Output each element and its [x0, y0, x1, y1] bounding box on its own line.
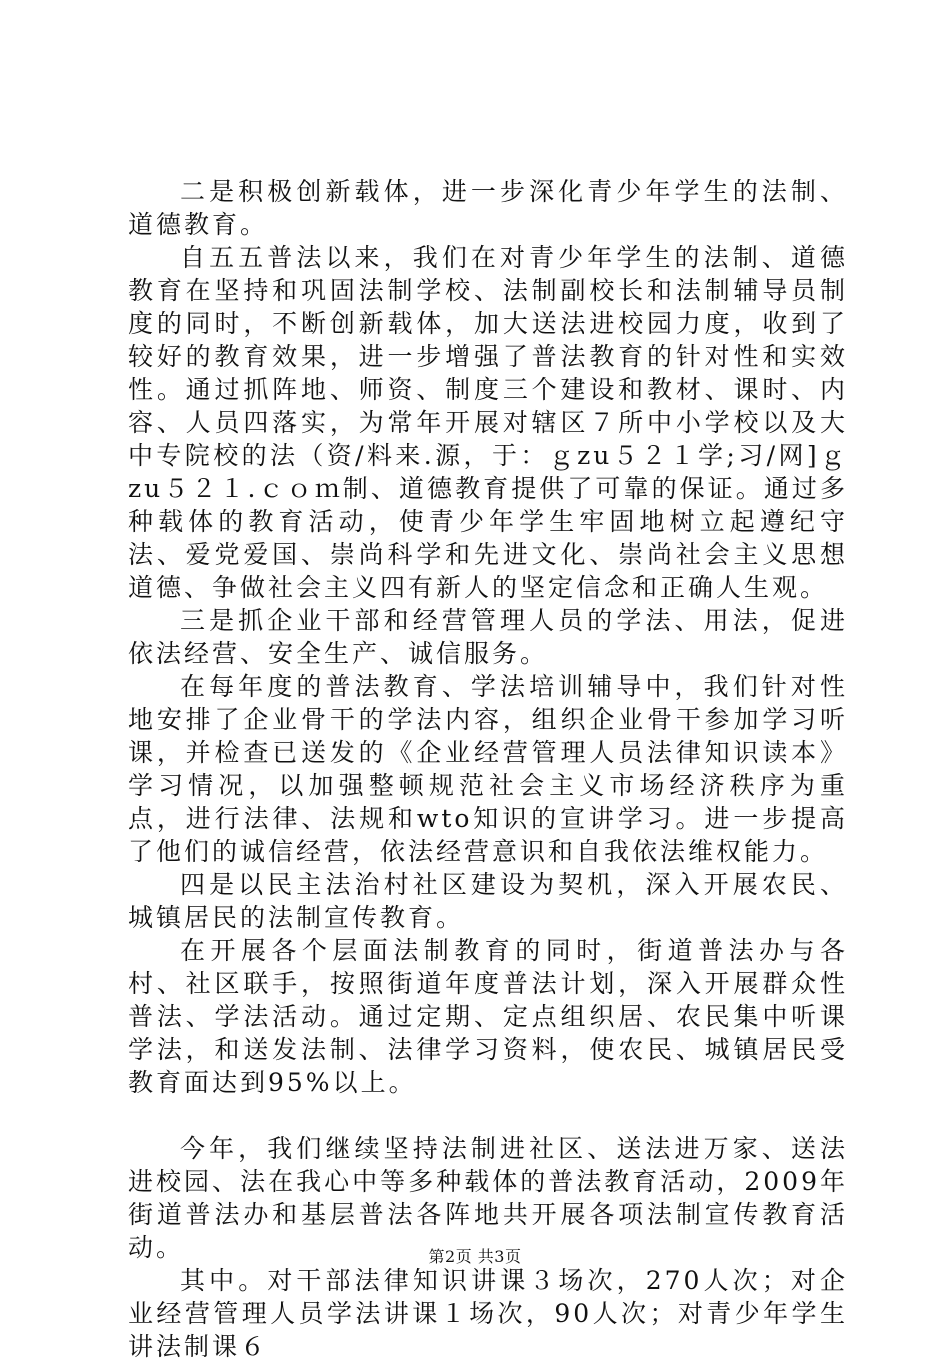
page-footer	[0, 1244, 950, 1267]
paragraph-2: 自五五普法以来，我们在对青少年学生的法制、道德教育在坚持和巩固法制学校、法制副校长和法制辅导员制度的同时，不断创新载体，加大送法进校园力度，收到了较好的教育效果，进一步增强了普法教育的针对性和实效性。通过抓阵地、师资、制度三个建设和教材、课时、内容、人员四落实，为常年开展对辖区７所中小学校以及大中专院校的法（资/料来.源，于：ｇzu５２１学;习/网]ｇzu５２１.ｃｏｍ制、道德教育提供了可靠的保证。通过多种载体的教育活动，使青少年学生牢固地树立起遵纪守法、爱党爱国、崇尚科学和先进文化、崇尚社会主义思想道德、争做社会主义四有新人的坚定信念和正确人生观。	[128, 243, 848, 602]
paragraph-7: 今年，我们继续坚持法制进社区、送法进万家、送法进校园、法在我心中等多种载体的普法教育活动，2009年街道普法办和基层普法各阵地共开展各项法制宣传教育活动。	[128, 1134, 848, 1262]
paragraph-4: 在每年度的普法教育、学法培训辅导中，我们针对性地安排了企业骨干的学法内容，组织企业骨干参加学习听课，并检查已送发的《企业经营管理人员法律知识读本》学习情况，以加强整顿规范社会主义市场经济秩序为重点，进行法律、法规和wto知识的宣讲学习。进一步提高了他们的诚信经营，依法经营意识和自我依法维权能力。	[128, 672, 848, 866]
paragraph-6: 在开展各个层面法制教育的同时，街道普法办与各村、社区联手，按照街道年度普法计划，深入开展群众性普法、学法活动。通过定期、定点组织居、农民集中听课学法，和送发法制、法律学习资料，使农民、城镇居民受教育面达到95%以上。	[128, 936, 848, 1097]
page-number: 第2页 共3页	[428, 1247, 522, 1266]
document-body	[128, 175, 848, 1363]
paragraph-1: 二是积极创新载体，进一步深化青少年学生的法制、道德教育。	[128, 177, 848, 239]
paragraph-3: 三是抓企业干部和经营管理人员的学法、用法，促进依法经营、安全生产、诚信服务。	[128, 606, 848, 668]
paragraph-8: 其中。对干部法律知识讲课３场次，270人次；对企业经营管理人员学法讲课１场次，90人次；对青少年学生讲法制课６	[128, 1266, 848, 1361]
paragraph-5: 四是以民主法治村社区建设为契机，深入开展农民、城镇居民的法制宣传教育。	[128, 870, 848, 932]
